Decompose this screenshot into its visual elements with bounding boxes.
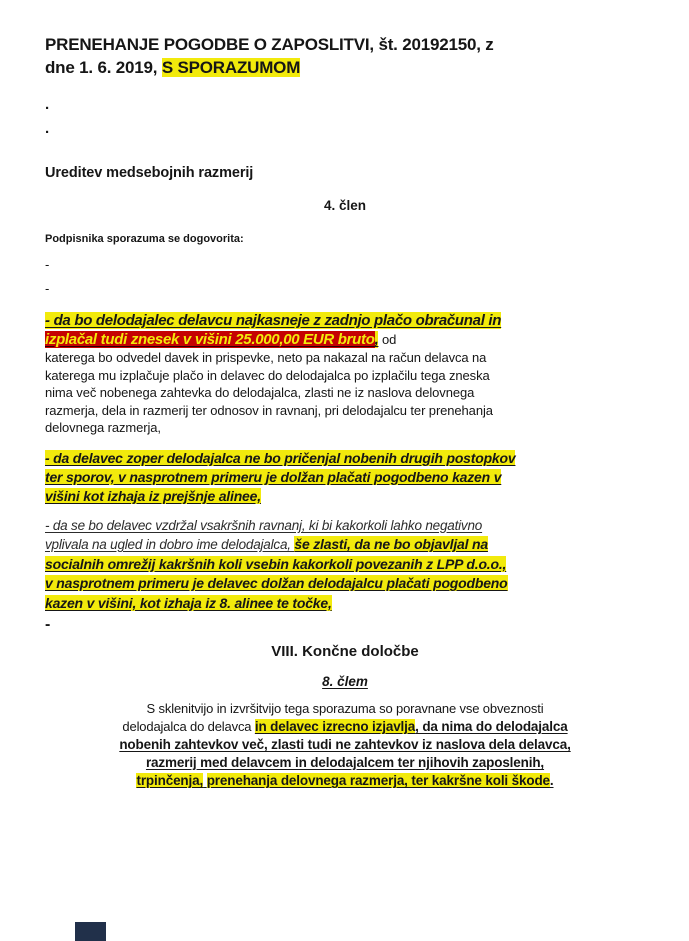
bullet-disputes bbox=[45, 449, 645, 506]
closing-highlight-trpincenja: trpinčenja, bbox=[136, 773, 204, 788]
placeholder-dot: . bbox=[45, 96, 50, 113]
title-highlight-sporazumom: S SPORAZUMOM bbox=[161, 58, 301, 77]
article-heading-8-clem: 8. člem bbox=[322, 674, 368, 689]
placeholder-dot: . bbox=[45, 120, 50, 137]
payment-highlight-yellow: - da bo delodajalec delavcu najkasneje z zadnjo plačo obračunal in bbox=[45, 312, 502, 329]
bullet-payment bbox=[45, 311, 645, 437]
placeholder-bold-dash: - bbox=[45, 616, 51, 633]
document-title bbox=[45, 33, 645, 79]
conduct-italic-line: - da se bo delavec vzdržal vsakršnih ravnanj, ki bi kakorkoli lahko negativno bbox=[45, 517, 483, 533]
payment-text-line: katerega bo odvedel davek in prispevke, neto pa nakazal na račun delavca na bbox=[45, 350, 487, 365]
title-line2-plain: dne 1. 6. 2019, bbox=[45, 58, 162, 77]
payment-text-tail: od bbox=[378, 332, 397, 347]
footer-mark bbox=[75, 922, 106, 941]
payment-text-line: nima več nobenega zahtevka do delodajalca, zlasti ne iz naslova delovnega bbox=[45, 385, 475, 400]
intro-line: Podpisnika sporazuma se dogovorita: bbox=[45, 233, 244, 245]
closing-plain-text: delodajalca do delavca bbox=[122, 719, 255, 734]
conduct-highlight-line: socialnih omrežij kakršnih koli vsebin kakorkoli povezanih z LPP d.o.o., bbox=[45, 555, 507, 572]
title-line1: PRENEHANJE POGODBE O ZAPOSLITVI, št. 20192150, z bbox=[45, 35, 494, 54]
section-heading-koncne-dolocbe: VIII. Končne določbe bbox=[271, 643, 419, 660]
closing-period: . bbox=[549, 773, 554, 788]
payment-text-line: delovnega razmerja, bbox=[45, 420, 161, 435]
payment-amount-highlight-red: izplačal tudi znesek v višini 25.000,00 EUR bruto bbox=[45, 331, 375, 348]
closing-bold-line: nobenih zahtevkov več, zlasti tudi ne zahtevkov iz naslova dela delavca, bbox=[119, 737, 571, 752]
conduct-highlight-line: še zlasti, da ne bo objavljal na bbox=[294, 536, 488, 552]
placeholder-dots bbox=[45, 93, 645, 141]
conduct-highlight-line: v nasprotnem primeru je delavec dolžan delodajalcu plačati pogodbeno bbox=[45, 575, 508, 591]
closing-bold-text: , da nima do delodajalca bbox=[415, 719, 568, 734]
closing-paragraph bbox=[45, 700, 645, 790]
placeholder-dashes bbox=[45, 253, 645, 301]
disputes-highlight-line: - da delavec zoper delodajalca ne bo pričenjal nobenih drugih postopkov bbox=[45, 449, 516, 466]
section-heading-razmerij: Ureditev medsebojnih razmerij bbox=[45, 165, 254, 181]
conduct-highlight-line: kazen v višini, kot izhaja iz 8. alinee te točke, bbox=[45, 594, 332, 611]
payment-text-line: razmerja, dela in razmerij ter odnosov in ravnanj, pri delodajalcu ter prenehanja bbox=[45, 402, 493, 418]
placeholder-dash: - bbox=[45, 281, 50, 296]
article-heading-4-clen: 4. člen bbox=[323, 198, 367, 213]
closing-highlight-skode: prenehanja delovnega razmerja, ter kakršne koli škode bbox=[206, 773, 550, 788]
payment-highlight-comma: , bbox=[374, 331, 379, 348]
closing-highlight-izjavlja: in delavec izrecno izjavlja bbox=[254, 719, 416, 734]
placeholder-dash: - bbox=[45, 257, 50, 272]
disputes-highlight-line: ter sporov, v nasprotnem primeru je dolžan plačati pogodbeno kazen v bbox=[45, 468, 502, 485]
conduct-italic-line: vplivala na ugled in dobro ime delodajalca, bbox=[45, 537, 295, 552]
disputes-highlight-line: višini kot izhaja iz prejšnje alinee, bbox=[45, 487, 261, 504]
closing-bold-line: razmerij med delavcem in delodajalcem ter njihovih zaposlenih, bbox=[145, 755, 545, 770]
payment-text-line: katerega mu izplačuje plačo in delavec do delodajalca po izplačilu tega zneska bbox=[45, 367, 490, 383]
closing-plain-line: S sklenitvijo in izvršitvijo tega sporazuma so poravnane vse obveznosti bbox=[146, 701, 544, 716]
bullet-conduct bbox=[45, 516, 645, 614]
